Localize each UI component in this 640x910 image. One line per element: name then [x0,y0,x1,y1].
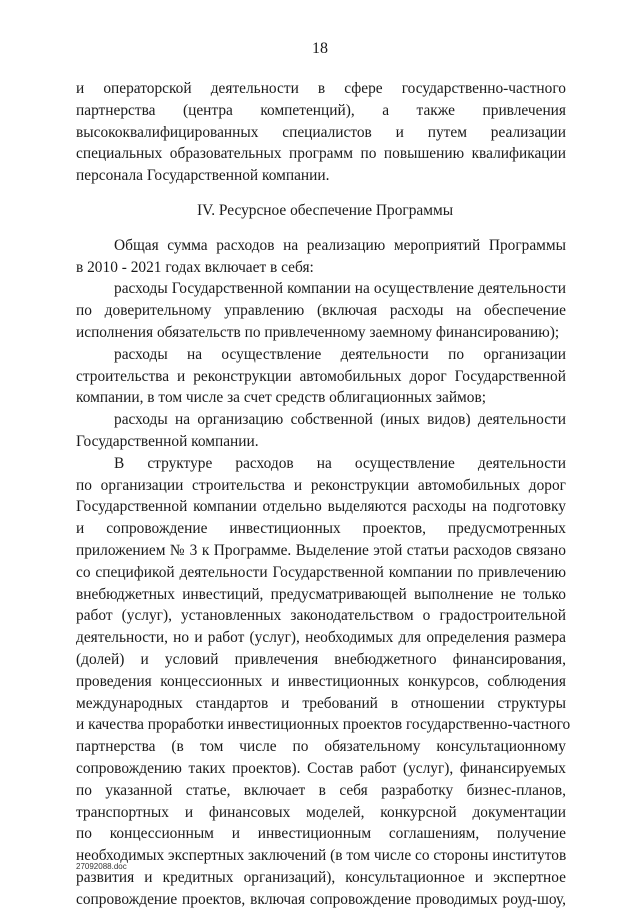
text-line: работ (услуг), установленных законодательством о градостроительной [76,607,566,625]
section-heading: IV. Ресурсное обеспечение Программы [196,201,454,219]
text-line: по доверительному управлению (включая расходы на обеспечение [76,302,566,320]
document-body [76,78,571,910]
page-number: 18 [312,40,328,57]
text-line: и сопровождение инвестиционных проектов, предусмотренных [76,520,566,538]
file-name-footer: 27092088.doc [76,862,127,871]
text-line: и операторской деятельности в сфере государственно-частного [76,80,566,97]
text-line: и качества проработки инвестиционных проектов государственно-частного [76,716,571,734]
text-line: в 2010 - 2021 годах включает в себя: [76,258,314,276]
paragraph-construction [76,344,566,409]
text-line: внебюджетных инвестиций, предусматривающей выполнение не только [76,585,566,603]
text-line: Государственной компании отдельно выделяются расходы на подготовку [76,498,566,516]
paragraph-trust-management [76,278,566,343]
text-line: сопровождение проектов, включая сопровождение проводимых роуд-шоу, [76,890,566,908]
text-line: приложением № 3 к Программе. Выделение этой статьи расходов связано [76,541,566,559]
text-line: международных стандартов и требований в отношении структуры [76,694,566,712]
text-line: деятельности, но и работ (услуг), необходимых для определения размера [76,629,566,647]
text-line: по организации строительства и реконструкции автомобильных дорог [76,476,566,494]
text-line: необходимых экспертных заключений (в том числе со стороны институтов [76,847,567,865]
text-line: по указанной статье, включает в себя разработку бизнес-планов, [76,781,566,799]
text-line: транспортных и финансовых моделей, конкурсной документации [76,803,566,821]
text-line: партнерства (центра компетенций), а также привлечения [76,101,566,119]
text-line: Государственной компании. [76,432,259,450]
text-line: персонала Государственной компании. [76,167,330,185]
text-line: по концессионным и инвестиционным соглашениям, получение [76,825,566,843]
text-line: специальных образовательных программ по повышению квалификации [76,145,566,163]
text-line: развития и кредитных организаций), консультационное и экспертное [76,868,566,886]
text-line: строительства и реконструкции автомобильных дорог Государственной [76,367,566,385]
text-line: (долей) и условий привлечения внебюджетного финансирования, [76,650,566,668]
text-line: расходы Государственной компании на осуществление деятельности [114,280,566,298]
text-line: проведения концессионных и инвестиционных конкурсов, соблюдения [76,672,566,690]
paragraph-own-activity [76,409,566,453]
paragraph-total-expenses [76,235,566,279]
paragraph-expense-structure [76,453,571,910]
text-line: компании, в том числе за счет средств облигационных займов; [76,389,487,407]
text-line: сопровождению таких проектов). Состав работ (услуг), финансируемых [76,759,566,777]
text-line: высококвалифицированных специалистов и путем реализации [76,123,566,141]
paragraph-continuation [76,78,566,187]
text-line: В структуре расходов на осуществление деятельности [114,454,566,472]
text-line: исполнения обязательств по привлеченному заемному финансированию); [76,323,560,341]
text-line: расходы на организацию собственной (иных видов) деятельности [114,411,566,429]
text-line: со спецификой деятельности Государственной компании по привлечению [76,563,566,581]
text-line: Общая сумма расходов на реализацию мероприятий Программы [114,236,566,254]
text-line: расходы на осуществление деятельности по организации [114,345,566,363]
text-line: партнерства (в том числе по обязательному консультационному [76,738,566,756]
